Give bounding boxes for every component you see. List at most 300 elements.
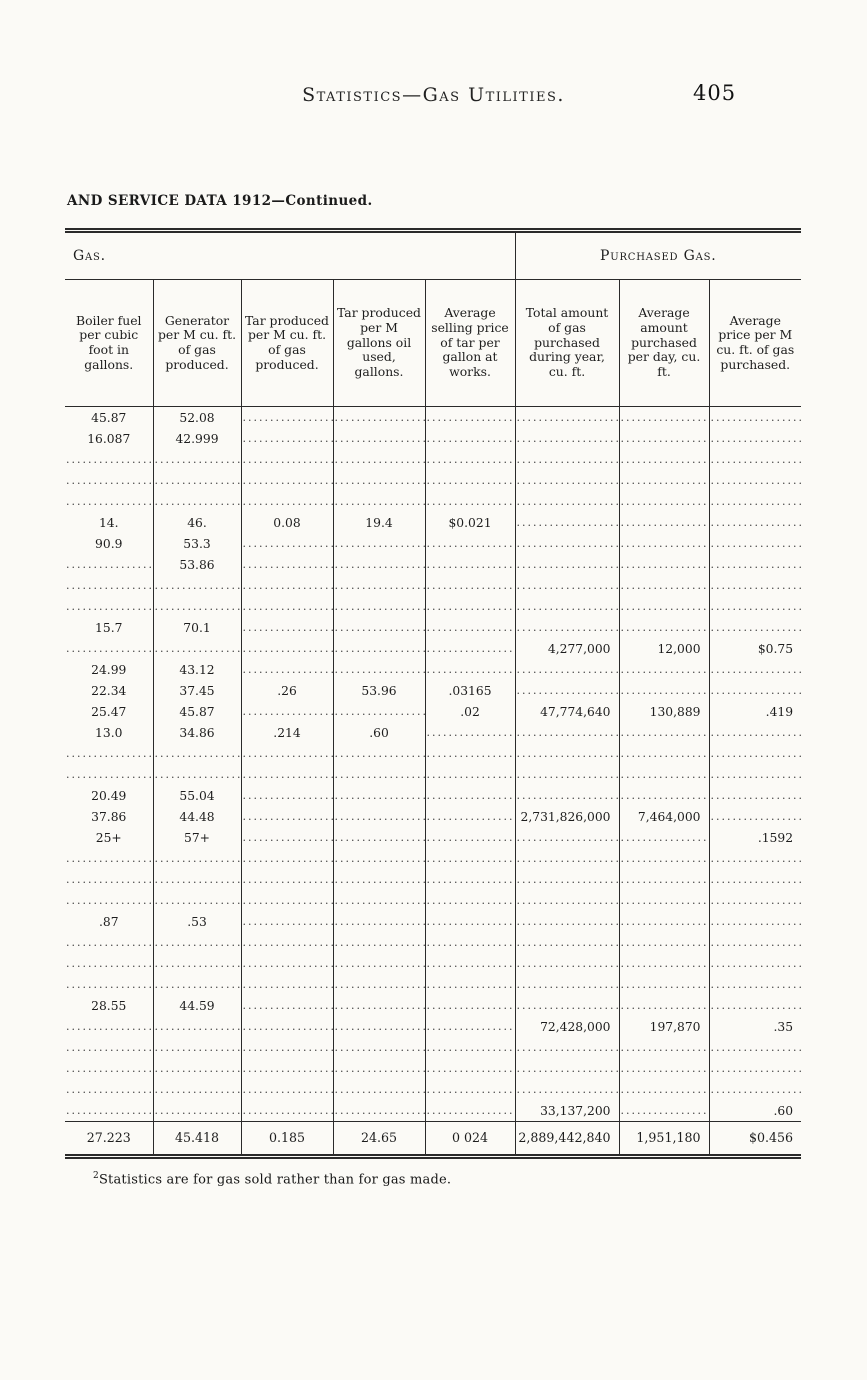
- table-cell: [709, 1058, 801, 1079]
- table-cell: [515, 848, 619, 869]
- table-cell: [425, 995, 515, 1016]
- table-cell: [619, 869, 709, 890]
- table-cell: [425, 554, 515, 575]
- table-cell: $0.021: [425, 512, 515, 533]
- table-cell: 0.08: [241, 512, 333, 533]
- table-row: [65, 1016, 801, 1037]
- table-cell: [515, 827, 619, 848]
- table-cell: [619, 995, 709, 1016]
- table-cell: 12,000: [619, 638, 709, 659]
- table-cell: [153, 449, 241, 470]
- table-cell: [425, 848, 515, 869]
- total-cell: 2,889,442,840: [515, 1122, 619, 1157]
- table-cell: 55.04: [153, 785, 241, 806]
- table-cell: [709, 806, 801, 827]
- table-cell: [241, 911, 333, 932]
- table-cell: [241, 449, 333, 470]
- table-cell: .60: [709, 1100, 801, 1122]
- table-cell: [709, 1037, 801, 1058]
- column-header: Tar produced per M cu. ft. of gas produced.: [241, 280, 333, 407]
- table-cell: [241, 785, 333, 806]
- table-cell: 57+: [153, 827, 241, 848]
- table-cell: [241, 1037, 333, 1058]
- table-cell: [241, 932, 333, 953]
- table-cell: [425, 407, 515, 429]
- table-cell: .26: [241, 680, 333, 701]
- table-cell: [65, 1079, 153, 1100]
- table-row: [65, 911, 801, 932]
- table-cell: 15.7: [95, 620, 123, 635]
- table-cell: [619, 848, 709, 869]
- table-cell: [241, 701, 333, 722]
- table-cell: [333, 806, 425, 827]
- table-cell: [619, 596, 709, 617]
- table-cell: [241, 806, 333, 827]
- table-cell: 4,277,000: [515, 638, 619, 659]
- table-row: [65, 1100, 801, 1122]
- table-cell: [333, 596, 425, 617]
- table-row: [65, 575, 801, 596]
- column-header: Boiler fuel per cubic foot in gallons.: [65, 280, 153, 407]
- table-cell: [709, 932, 801, 953]
- table-row: [65, 491, 801, 512]
- table-cell: [515, 407, 619, 429]
- table-cell: [709, 554, 801, 575]
- table-cell: [425, 428, 515, 449]
- table-row: [65, 764, 801, 785]
- totals-row: [65, 1122, 801, 1157]
- table-cell: [65, 449, 153, 470]
- table-cell: [709, 596, 801, 617]
- table-cell: .35: [709, 1016, 801, 1037]
- table-cell: 25+: [95, 830, 122, 845]
- table-cell: 44.59: [153, 995, 241, 1016]
- table-cell: [619, 974, 709, 995]
- table-cell: [515, 554, 619, 575]
- table-cell: [515, 533, 619, 554]
- table-cell: [65, 890, 153, 911]
- table-cell: 16.087: [87, 431, 131, 446]
- table-row: [65, 974, 801, 995]
- table-region: [65, 228, 801, 1187]
- total-cell: 0.185: [241, 1122, 333, 1157]
- table-cell: [709, 533, 801, 554]
- table-cell: [333, 1016, 425, 1037]
- table-cell: 43.12: [153, 659, 241, 680]
- table-row: [65, 554, 801, 575]
- table-cell: 13.0: [95, 725, 123, 740]
- table-row: [65, 1037, 801, 1058]
- table-caption: AND SERVICE DATA 1912—Continued.: [67, 193, 373, 209]
- table-cell: [515, 1079, 619, 1100]
- table-cell: [515, 785, 619, 806]
- table-cell: [333, 638, 425, 659]
- page-title: Statistics—Gas Utilities.: [302, 84, 565, 106]
- table-cell: 90.9: [95, 536, 123, 551]
- table-cell: 46.: [153, 512, 241, 533]
- table-cell: [425, 470, 515, 491]
- table-cell: [153, 1016, 241, 1037]
- table-cell: 34.86: [153, 722, 241, 743]
- table-cell: [425, 953, 515, 974]
- table-cell: [65, 470, 153, 491]
- table-cell: [333, 785, 425, 806]
- table-cell: [515, 953, 619, 974]
- table-row: [65, 806, 801, 827]
- table-cell: [333, 890, 425, 911]
- table-cell: [333, 827, 425, 848]
- table-cell: [515, 596, 619, 617]
- table-cell: [425, 722, 515, 743]
- table-row: [65, 995, 801, 1016]
- table-cell: [515, 512, 619, 533]
- table-cell: [515, 449, 619, 470]
- table-cell: [709, 428, 801, 449]
- table-cell: [333, 1037, 425, 1058]
- table-cell: 20.49: [91, 788, 127, 803]
- table-cell: [515, 428, 619, 449]
- table-cell: [153, 491, 241, 512]
- table-row: [65, 680, 801, 701]
- table-cell: [425, 1079, 515, 1100]
- table-cell: [425, 575, 515, 596]
- table-cell: 42.999: [153, 428, 241, 449]
- table-cell: 44.48: [153, 806, 241, 827]
- table-cell: [333, 533, 425, 554]
- table-cell: [425, 1100, 515, 1122]
- table-cell: [515, 743, 619, 764]
- table-cell: [619, 680, 709, 701]
- table-cell: [241, 827, 333, 848]
- table-cell: [65, 575, 153, 596]
- table-cell: [709, 953, 801, 974]
- table-cell: [619, 659, 709, 680]
- table-cell: [241, 596, 333, 617]
- column-header: Generator per M cu. ft. of gas produced.: [153, 280, 241, 407]
- table-cell: [709, 995, 801, 1016]
- table-cell: [515, 974, 619, 995]
- table-cell: [65, 848, 153, 869]
- table-cell: 14.: [98, 515, 119, 530]
- table-cell: [515, 722, 619, 743]
- table-cell: [65, 491, 153, 512]
- table-cell: [241, 953, 333, 974]
- column-header: Tar produced per M gallons oil used, gallons.: [333, 280, 425, 407]
- table-cell: [241, 470, 333, 491]
- table-cell: [65, 743, 153, 764]
- table-cell: [709, 491, 801, 512]
- table-cell: [515, 890, 619, 911]
- table-row: [65, 659, 801, 680]
- table-cell: [515, 995, 619, 1016]
- table-cell: [333, 848, 425, 869]
- table-cell: 37.86: [91, 809, 127, 824]
- table-row: [65, 743, 801, 764]
- table-cell: [619, 722, 709, 743]
- table-cell: [153, 470, 241, 491]
- table-cell: [425, 1016, 515, 1037]
- table-cell: [425, 638, 515, 659]
- table-row: [65, 512, 801, 533]
- table-cell: [241, 1058, 333, 1079]
- table-cell: [619, 491, 709, 512]
- table-cell: [333, 554, 425, 575]
- table-cell: [333, 974, 425, 995]
- table-cell: [619, 890, 709, 911]
- table-cell: 24.99: [91, 662, 127, 677]
- table-cell: [515, 617, 619, 638]
- table-cell: 19.4: [333, 512, 425, 533]
- table-cell: [425, 785, 515, 806]
- table-cell: $0.75: [709, 638, 801, 659]
- table-cell: [241, 995, 333, 1016]
- total-cell: 45.418: [153, 1122, 241, 1157]
- table-cell: .1592: [709, 827, 801, 848]
- table-cell: 22.34: [91, 683, 127, 698]
- total-cell: 24.65: [333, 1122, 425, 1157]
- table-cell: [333, 953, 425, 974]
- table-cell: 52.08: [153, 407, 241, 429]
- table-row: [65, 953, 801, 974]
- table-cell: [241, 428, 333, 449]
- table-cell: [241, 848, 333, 869]
- table-cell: [709, 449, 801, 470]
- table-cell: 130,889: [619, 701, 709, 722]
- table-row: [65, 533, 801, 554]
- table-cell: [515, 680, 619, 701]
- total-cell: $0.456: [709, 1122, 801, 1157]
- table-cell: [241, 638, 333, 659]
- table-cell: [709, 911, 801, 932]
- table-cell: 53.96: [333, 680, 425, 701]
- table-cell: [619, 407, 709, 429]
- table-cell: [241, 869, 333, 890]
- table-cell: [153, 1058, 241, 1079]
- running-header: [0, 81, 867, 114]
- table-cell: [619, 911, 709, 932]
- table-cell: [153, 743, 241, 764]
- table-cell: [709, 785, 801, 806]
- table-cell: [619, 575, 709, 596]
- table-row: [65, 890, 801, 911]
- table-cell: [153, 953, 241, 974]
- table-cell: [333, 1058, 425, 1079]
- table-cell: [333, 1079, 425, 1100]
- table-cell: [425, 890, 515, 911]
- table-cell: [619, 533, 709, 554]
- table-cell: [65, 638, 153, 659]
- table-cell: 37.45: [153, 680, 241, 701]
- footnote: [93, 1171, 801, 1187]
- table-cell: [619, 764, 709, 785]
- total-cell: 1,951,180: [619, 1122, 709, 1157]
- table-row: [65, 827, 801, 848]
- table-cell: [425, 449, 515, 470]
- table-cell: [515, 575, 619, 596]
- table-cell: [241, 659, 333, 680]
- table-cell: [65, 554, 153, 575]
- data-table: [65, 228, 801, 1159]
- table-cell: [515, 659, 619, 680]
- table-cell: [709, 407, 801, 429]
- table-cell: [515, 1058, 619, 1079]
- table-row: [65, 470, 801, 491]
- table-cell: [241, 407, 333, 429]
- table-cell: [709, 890, 801, 911]
- table-cell: [619, 449, 709, 470]
- table-cell: [619, 428, 709, 449]
- column-header: Average amount purchased per day, cu. ft.: [619, 280, 709, 407]
- table-cell: [619, 932, 709, 953]
- table-cell: [241, 533, 333, 554]
- table-cell: 197,870: [619, 1016, 709, 1037]
- table-cell: 2,731,826,000: [515, 806, 619, 827]
- page-number: 405: [693, 81, 737, 105]
- table-cell: .214: [241, 722, 333, 743]
- table-cell: 53.3: [153, 533, 241, 554]
- table-cell: [425, 974, 515, 995]
- column-header: Average price per M cu. ft. of gas purchased.: [709, 280, 801, 407]
- table-cell: [153, 596, 241, 617]
- table-cell: [333, 701, 425, 722]
- table-row: [65, 1058, 801, 1079]
- table-cell: [709, 659, 801, 680]
- table-cell: [65, 932, 153, 953]
- table-cell: .53: [153, 911, 241, 932]
- table-cell: 28.55: [91, 998, 127, 1013]
- table-cell: [425, 764, 515, 785]
- table-cell: 25.47: [91, 704, 127, 719]
- table-cell: 70.1: [153, 617, 241, 638]
- table-cell: [619, 1100, 709, 1122]
- footnote-text: Statistics are for gas sold rather than for gas made.: [98, 1172, 452, 1188]
- footnote-marker: 2: [93, 1171, 99, 1181]
- table-cell: [709, 680, 801, 701]
- table-cell: [153, 1037, 241, 1058]
- table-cell: [153, 1079, 241, 1100]
- table-cell: [65, 1016, 153, 1037]
- table-cell: [241, 575, 333, 596]
- total-cell: 0 024: [425, 1122, 515, 1157]
- table-cell: [333, 659, 425, 680]
- table-row: [65, 701, 801, 722]
- table-cell: [333, 470, 425, 491]
- table-row: [65, 449, 801, 470]
- table-cell: [425, 827, 515, 848]
- table-cell: [619, 470, 709, 491]
- table-cell: [333, 1100, 425, 1122]
- table-cell: 53.86: [153, 554, 241, 575]
- table-cell: [425, 932, 515, 953]
- group-header: Gas.: [65, 231, 515, 280]
- table-cell: [241, 1079, 333, 1100]
- table-cell: [619, 617, 709, 638]
- table-cell: [425, 1058, 515, 1079]
- table-cell: [515, 470, 619, 491]
- table-row: [65, 596, 801, 617]
- table-cell: [515, 911, 619, 932]
- table-cell: [709, 848, 801, 869]
- table-row: [65, 869, 801, 890]
- table-cell: [709, 722, 801, 743]
- table-cell: 47,774,640: [515, 701, 619, 722]
- table-cell: [619, 1058, 709, 1079]
- table-cell: .60: [333, 722, 425, 743]
- table-cell: .87: [98, 914, 119, 929]
- table-cell: [333, 911, 425, 932]
- table-cell: [619, 554, 709, 575]
- table-cell: [65, 869, 153, 890]
- table-cell: [709, 617, 801, 638]
- table-cell: [515, 1037, 619, 1058]
- table-cell: [515, 932, 619, 953]
- table-cell: [333, 764, 425, 785]
- table-cell: [333, 869, 425, 890]
- table-cell: [241, 764, 333, 785]
- table-cell: [153, 932, 241, 953]
- table-cell: .02: [425, 701, 515, 722]
- table-cell: [619, 953, 709, 974]
- table-cell: [425, 869, 515, 890]
- table-cell: [709, 512, 801, 533]
- table-cell: [153, 1100, 241, 1122]
- table-row: [65, 617, 801, 638]
- table-cell: 72,428,000: [515, 1016, 619, 1037]
- table-row: [65, 1079, 801, 1100]
- table-cell: [65, 1100, 153, 1122]
- table-cell: 45.87: [91, 410, 127, 425]
- table-row: [65, 407, 801, 429]
- table-cell: [709, 470, 801, 491]
- table-cell: [333, 932, 425, 953]
- table-cell: [153, 848, 241, 869]
- table-cell: [241, 890, 333, 911]
- table-cell: [709, 764, 801, 785]
- table-cell: [241, 1100, 333, 1122]
- table-cell: 7,464,000: [619, 806, 709, 827]
- table-cell: [333, 617, 425, 638]
- table-cell: [425, 911, 515, 932]
- table-cell: [515, 764, 619, 785]
- table-row: [65, 722, 801, 743]
- table-cell: [241, 617, 333, 638]
- table-cell: [709, 575, 801, 596]
- table-cell: [153, 890, 241, 911]
- table-row: [65, 785, 801, 806]
- table-cell: [709, 743, 801, 764]
- table-cell: [65, 1058, 153, 1079]
- table-cell: [333, 743, 425, 764]
- table-cell: [619, 743, 709, 764]
- table-cell: [425, 743, 515, 764]
- table-cell: [333, 428, 425, 449]
- table-cell: [425, 596, 515, 617]
- table-cell: [425, 533, 515, 554]
- table-cell: [333, 449, 425, 470]
- table-row: [65, 848, 801, 869]
- table-cell: [619, 1037, 709, 1058]
- table-cell: [333, 491, 425, 512]
- table-cell: [333, 995, 425, 1016]
- table-cell: [425, 1037, 515, 1058]
- table-cell: [425, 491, 515, 512]
- table-cell: [425, 659, 515, 680]
- table-cell: [425, 806, 515, 827]
- table-cell: [241, 554, 333, 575]
- table-cell: [153, 869, 241, 890]
- table-cell: [619, 512, 709, 533]
- table-cell: [241, 743, 333, 764]
